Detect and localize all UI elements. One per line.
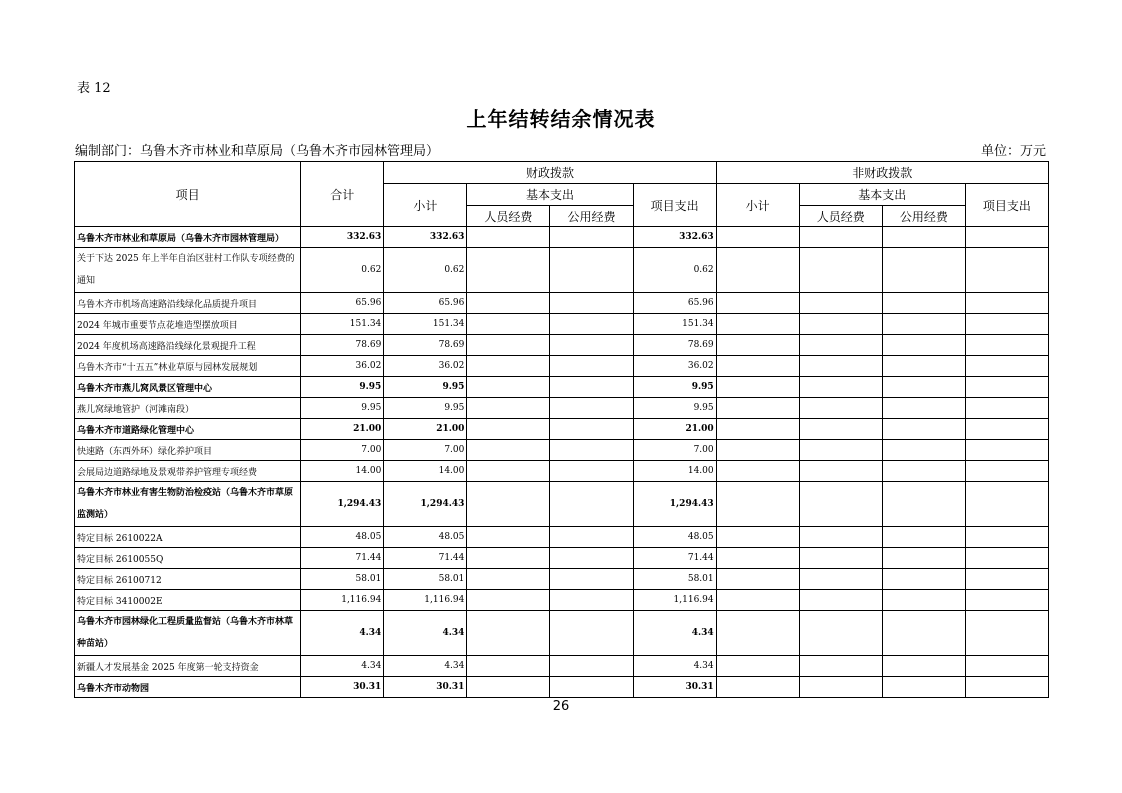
cell-fiscal-public <box>550 482 633 527</box>
cell-fiscal-subtotal: 7.00 <box>384 440 467 461</box>
cell-nonfiscal-subtotal <box>716 248 799 293</box>
cell-item: 乌鲁木齐市动物园 <box>75 677 301 698</box>
cell-fiscal-project: 21.00 <box>633 419 716 440</box>
header-fiscal-public: 公用经费 <box>550 206 633 227</box>
cell-fiscal-project: 58.01 <box>633 569 716 590</box>
cell-fiscal-project: 1,294.43 <box>633 482 716 527</box>
cell-nonfiscal-public <box>882 590 965 611</box>
cell-fiscal-personnel <box>467 590 550 611</box>
cell-nonfiscal-public <box>882 440 965 461</box>
cell-fiscal-personnel <box>467 656 550 677</box>
cell-total: 58.01 <box>301 569 384 590</box>
cell-nonfiscal-public <box>882 482 965 527</box>
cell-nonfiscal-subtotal <box>716 656 799 677</box>
cell-item: 2024 年度机场高速路沿线绿化景观提升工程 <box>75 335 301 356</box>
cell-total: 48.05 <box>301 527 384 548</box>
table-row <box>75 248 1049 293</box>
department-label: 编制部门：乌鲁木齐市林业和草原局（乌鲁木齐市园林管理局） <box>75 144 440 159</box>
cell-nonfiscal-subtotal <box>716 314 799 335</box>
cell-nonfiscal-personnel <box>799 677 882 698</box>
cell-item: 乌鲁木齐市“十五五”林业草原与园林发展规划 <box>75 356 301 377</box>
cell-fiscal-personnel <box>467 527 550 548</box>
cell-item: 乌鲁木齐市燕儿窝风景区管理中心 <box>75 377 301 398</box>
cell-fiscal-public <box>550 440 633 461</box>
cell-nonfiscal-personnel <box>799 590 882 611</box>
header-fiscal-personnel: 人员经费 <box>467 206 550 227</box>
cell-total: 7.00 <box>301 440 384 461</box>
cell-nonfiscal-public <box>882 677 965 698</box>
cell-nonfiscal-public <box>882 548 965 569</box>
cell-fiscal-project: 7.00 <box>633 440 716 461</box>
cell-fiscal-public <box>550 677 633 698</box>
cell-fiscal-subtotal: 332.63 <box>384 227 467 248</box>
cell-nonfiscal-subtotal <box>716 227 799 248</box>
carryover-table <box>74 161 1049 698</box>
table-row <box>75 590 1049 611</box>
cell-item: 特定目标 3410002E <box>75 590 301 611</box>
cell-fiscal-public <box>550 569 633 590</box>
cell-nonfiscal-public <box>882 461 965 482</box>
cell-nonfiscal-project <box>965 677 1048 698</box>
cell-fiscal-project: 48.05 <box>633 527 716 548</box>
cell-fiscal-subtotal: 36.02 <box>384 356 467 377</box>
cell-fiscal-subtotal: 0.62 <box>384 248 467 293</box>
cell-total: 71.44 <box>301 548 384 569</box>
cell-nonfiscal-personnel <box>799 227 882 248</box>
cell-item: 关于下达 2025 年上半年自治区驻村工作队专项经费的通知 <box>75 248 301 293</box>
cell-fiscal-personnel <box>467 419 550 440</box>
cell-fiscal-personnel <box>467 398 550 419</box>
cell-nonfiscal-public <box>882 227 965 248</box>
cell-fiscal-personnel <box>467 335 550 356</box>
cell-fiscal-personnel <box>467 314 550 335</box>
cell-fiscal-subtotal: 65.96 <box>384 293 467 314</box>
header-nonfiscal: 非财政拨款 <box>716 162 1048 184</box>
cell-fiscal-personnel <box>467 569 550 590</box>
cell-nonfiscal-project <box>965 611 1048 656</box>
cell-nonfiscal-personnel <box>799 611 882 656</box>
cell-nonfiscal-subtotal <box>716 590 799 611</box>
cell-fiscal-public <box>550 227 633 248</box>
cell-fiscal-project: 332.63 <box>633 227 716 248</box>
cell-fiscal-personnel <box>467 377 550 398</box>
cell-fiscal-public <box>550 293 633 314</box>
cell-nonfiscal-public <box>882 398 965 419</box>
cell-nonfiscal-personnel <box>799 419 882 440</box>
cell-nonfiscal-project <box>965 419 1048 440</box>
cell-nonfiscal-public <box>882 419 965 440</box>
cell-item: 特定目标 2610022A <box>75 527 301 548</box>
cell-nonfiscal-personnel <box>799 293 882 314</box>
header-total: 合计 <box>301 162 384 227</box>
cell-nonfiscal-project <box>965 398 1048 419</box>
cell-fiscal-subtotal: 151.34 <box>384 314 467 335</box>
cell-fiscal-personnel <box>467 461 550 482</box>
cell-total: 4.34 <box>301 611 384 656</box>
cell-nonfiscal-personnel <box>799 569 882 590</box>
cell-nonfiscal-project <box>965 293 1048 314</box>
cell-nonfiscal-personnel <box>799 248 882 293</box>
table-row <box>75 548 1049 569</box>
page-number: 26 <box>552 699 570 714</box>
header-nonfiscal-personnel: 人员经费 <box>799 206 882 227</box>
cell-fiscal-personnel <box>467 677 550 698</box>
table-row <box>75 314 1049 335</box>
cell-nonfiscal-subtotal <box>716 440 799 461</box>
unit-label: 单位：万元 <box>980 144 1046 159</box>
cell-total: 14.00 <box>301 461 384 482</box>
header-nonfiscal-project: 项目支出 <box>965 184 1048 227</box>
cell-nonfiscal-subtotal <box>716 335 799 356</box>
table-row <box>75 656 1049 677</box>
cell-fiscal-personnel <box>467 482 550 527</box>
cell-nonfiscal-public <box>882 314 965 335</box>
cell-fiscal-project: 9.95 <box>633 377 716 398</box>
cell-fiscal-public <box>550 527 633 548</box>
cell-total: 9.95 <box>301 398 384 419</box>
cell-item: 乌鲁木齐市道路绿化管理中心 <box>75 419 301 440</box>
cell-nonfiscal-public <box>882 248 965 293</box>
cell-nonfiscal-personnel <box>799 335 882 356</box>
cell-fiscal-project: 4.34 <box>633 611 716 656</box>
cell-nonfiscal-public <box>882 377 965 398</box>
cell-fiscal-subtotal: 71.44 <box>384 548 467 569</box>
cell-nonfiscal-public <box>882 611 965 656</box>
cell-fiscal-public <box>550 419 633 440</box>
header-nonfiscal-basic: 基本支出 <box>799 184 965 206</box>
cell-total: 36.02 <box>301 356 384 377</box>
cell-fiscal-project: 4.34 <box>633 656 716 677</box>
cell-fiscal-personnel <box>467 248 550 293</box>
cell-nonfiscal-personnel <box>799 527 882 548</box>
cell-nonfiscal-personnel <box>799 377 882 398</box>
page-title: 上年结转结余情况表 <box>466 107 656 131</box>
table-row <box>75 398 1049 419</box>
cell-item: 乌鲁木齐市园林绿化工程质量监督站（乌鲁木齐市林草种苗站） <box>75 611 301 656</box>
header-fiscal-subtotal: 小计 <box>384 184 467 227</box>
table-row <box>75 461 1049 482</box>
cell-fiscal-public <box>550 461 633 482</box>
cell-nonfiscal-subtotal <box>716 527 799 548</box>
cell-nonfiscal-project <box>965 590 1048 611</box>
cell-fiscal-public <box>550 548 633 569</box>
cell-fiscal-project: 9.95 <box>633 398 716 419</box>
cell-fiscal-project: 0.62 <box>633 248 716 293</box>
cell-item: 燕儿窝绿地管护（河滩南段） <box>75 398 301 419</box>
cell-nonfiscal-subtotal <box>716 377 799 398</box>
cell-nonfiscal-subtotal <box>716 293 799 314</box>
cell-total: 9.95 <box>301 377 384 398</box>
cell-fiscal-subtotal: 1,294.43 <box>384 482 467 527</box>
cell-nonfiscal-project <box>965 440 1048 461</box>
header-item: 项目 <box>75 162 301 227</box>
cell-fiscal-project: 1,116.94 <box>633 590 716 611</box>
cell-nonfiscal-subtotal <box>716 611 799 656</box>
cell-fiscal-subtotal: 1,116.94 <box>384 590 467 611</box>
cell-fiscal-subtotal: 78.69 <box>384 335 467 356</box>
cell-item: 乌鲁木齐市机场高速路沿线绿化品质提升项目 <box>75 293 301 314</box>
table-row-unit <box>75 419 1049 440</box>
cell-item: 特定目标 2610055Q <box>75 548 301 569</box>
cell-item: 会展局边道路绿地及景观带养护管理专项经费 <box>75 461 301 482</box>
cell-total: 21.00 <box>301 419 384 440</box>
cell-fiscal-project: 71.44 <box>633 548 716 569</box>
table-row <box>75 356 1049 377</box>
cell-fiscal-project: 30.31 <box>633 677 716 698</box>
cell-fiscal-public <box>550 590 633 611</box>
cell-nonfiscal-public <box>882 656 965 677</box>
cell-item: 快速路（东西外环）绿化养护项目 <box>75 440 301 461</box>
cell-fiscal-personnel <box>467 227 550 248</box>
table-row <box>75 440 1049 461</box>
cell-fiscal-public <box>550 356 633 377</box>
cell-nonfiscal-public <box>882 335 965 356</box>
cell-total: 1,116.94 <box>301 590 384 611</box>
cell-nonfiscal-public <box>882 356 965 377</box>
cell-nonfiscal-subtotal <box>716 548 799 569</box>
cell-nonfiscal-personnel <box>799 482 882 527</box>
cell-nonfiscal-project <box>965 227 1048 248</box>
cell-nonfiscal-project <box>965 548 1048 569</box>
cell-fiscal-subtotal: 48.05 <box>384 527 467 548</box>
cell-nonfiscal-project <box>965 377 1048 398</box>
cell-nonfiscal-subtotal <box>716 398 799 419</box>
cell-fiscal-subtotal: 30.31 <box>384 677 467 698</box>
cell-nonfiscal-personnel <box>799 440 882 461</box>
cell-fiscal-subtotal: 58.01 <box>384 569 467 590</box>
header-nonfiscal-public: 公用经费 <box>882 206 965 227</box>
cell-nonfiscal-public <box>882 569 965 590</box>
cell-nonfiscal-personnel <box>799 656 882 677</box>
cell-fiscal-project: 36.02 <box>633 356 716 377</box>
cell-nonfiscal-subtotal <box>716 677 799 698</box>
cell-nonfiscal-project <box>965 356 1048 377</box>
cell-fiscal-public <box>550 611 633 656</box>
cell-nonfiscal-personnel <box>799 314 882 335</box>
cell-nonfiscal-personnel <box>799 461 882 482</box>
cell-nonfiscal-project <box>965 335 1048 356</box>
cell-fiscal-personnel <box>467 548 550 569</box>
cell-nonfiscal-project <box>965 248 1048 293</box>
table-row <box>75 527 1049 548</box>
cell-total: 151.34 <box>301 314 384 335</box>
table-row-unit <box>75 377 1049 398</box>
cell-nonfiscal-personnel <box>799 356 882 377</box>
cell-fiscal-public <box>550 248 633 293</box>
cell-nonfiscal-project <box>965 314 1048 335</box>
cell-total: 65.96 <box>301 293 384 314</box>
table-row-unit <box>75 611 1049 656</box>
cell-fiscal-subtotal: 4.34 <box>384 656 467 677</box>
table-row-unit <box>75 227 1049 248</box>
cell-nonfiscal-project <box>965 656 1048 677</box>
table-number: 表 12 <box>77 81 111 96</box>
cell-fiscal-subtotal: 14.00 <box>384 461 467 482</box>
table-row-unit <box>75 482 1049 527</box>
cell-total: 4.34 <box>301 656 384 677</box>
header-fiscal-basic: 基本支出 <box>467 184 633 206</box>
cell-fiscal-subtotal: 9.95 <box>384 377 467 398</box>
cell-fiscal-public <box>550 398 633 419</box>
cell-fiscal-personnel <box>467 440 550 461</box>
cell-fiscal-public <box>550 335 633 356</box>
cell-nonfiscal-project <box>965 461 1048 482</box>
header-fiscal: 财政拨款 <box>384 162 716 184</box>
cell-nonfiscal-project <box>965 569 1048 590</box>
cell-fiscal-subtotal: 9.95 <box>384 398 467 419</box>
cell-fiscal-personnel <box>467 611 550 656</box>
cell-nonfiscal-subtotal <box>716 356 799 377</box>
cell-fiscal-public <box>550 377 633 398</box>
cell-total: 78.69 <box>301 335 384 356</box>
cell-nonfiscal-public <box>882 293 965 314</box>
cell-fiscal-personnel <box>467 293 550 314</box>
cell-fiscal-project: 151.34 <box>633 314 716 335</box>
cell-total: 332.63 <box>301 227 384 248</box>
table-row <box>75 293 1049 314</box>
header-fiscal-project: 项目支出 <box>633 184 716 227</box>
cell-fiscal-public <box>550 314 633 335</box>
cell-item: 乌鲁木齐市林业和草原局（乌鲁木齐市园林管理局） <box>75 227 301 248</box>
cell-item: 新疆人才发展基金 2025 年度第一轮支持资金 <box>75 656 301 677</box>
cell-nonfiscal-subtotal <box>716 419 799 440</box>
cell-fiscal-project: 14.00 <box>633 461 716 482</box>
cell-fiscal-project: 78.69 <box>633 335 716 356</box>
cell-fiscal-project: 65.96 <box>633 293 716 314</box>
cell-nonfiscal-subtotal <box>716 482 799 527</box>
table-row-unit <box>75 677 1049 698</box>
cell-nonfiscal-project <box>965 527 1048 548</box>
cell-nonfiscal-personnel <box>799 398 882 419</box>
cell-nonfiscal-public <box>882 527 965 548</box>
cell-total: 0.62 <box>301 248 384 293</box>
cell-item: 2024 年城市重要节点花堆造型摆放项目 <box>75 314 301 335</box>
cell-nonfiscal-project <box>965 482 1048 527</box>
cell-fiscal-public <box>550 656 633 677</box>
cell-fiscal-subtotal: 4.34 <box>384 611 467 656</box>
cell-fiscal-personnel <box>467 356 550 377</box>
table-row <box>75 569 1049 590</box>
cell-fiscal-subtotal: 21.00 <box>384 419 467 440</box>
header-nonfiscal-subtotal: 小计 <box>716 184 799 227</box>
cell-item: 乌鲁木齐市林业有害生物防治检疫站（乌鲁木齐市草原监测站） <box>75 482 301 527</box>
cell-nonfiscal-subtotal <box>716 569 799 590</box>
table-body <box>75 227 1049 698</box>
cell-nonfiscal-personnel <box>799 548 882 569</box>
cell-total: 30.31 <box>301 677 384 698</box>
table-row <box>75 335 1049 356</box>
cell-nonfiscal-subtotal <box>716 461 799 482</box>
cell-total: 1,294.43 <box>301 482 384 527</box>
cell-item: 特定目标 26100712 <box>75 569 301 590</box>
